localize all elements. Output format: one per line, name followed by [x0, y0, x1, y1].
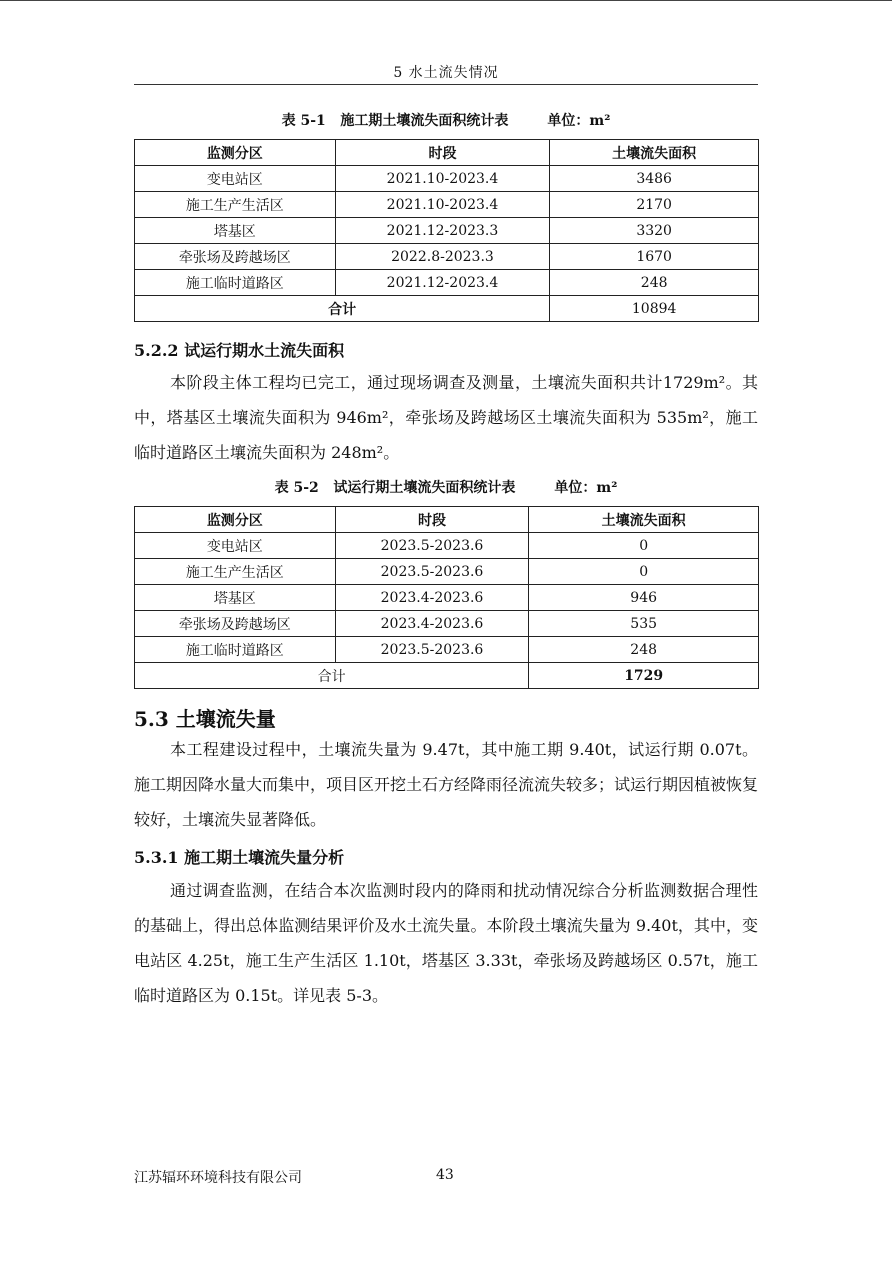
- column-header: 监测分区: [135, 140, 336, 166]
- footer-company: 江苏辐环环境科技有限公司: [134, 1170, 302, 1186]
- table-row: [135, 585, 759, 611]
- table-total-row: [135, 663, 759, 689]
- table-5-2: [134, 506, 759, 689]
- table-row: [135, 559, 759, 585]
- table-cell: 2023.4-2023.6: [335, 585, 529, 611]
- column-header: 时段: [335, 507, 529, 533]
- section-5-2-2-heading: 5.2.2 试运行期水土流失面积: [134, 341, 345, 360]
- table-cell: 施工临时道路区: [135, 637, 336, 663]
- table-cell: 施工生产生活区: [135, 192, 336, 218]
- total-value: 10894: [550, 296, 759, 322]
- table-cell: 2023.5-2023.6: [335, 533, 529, 559]
- table-cell: 248: [550, 270, 759, 296]
- table-cell: 施工临时道路区: [135, 270, 336, 296]
- table-cell: 塔基区: [135, 218, 336, 244]
- table-cell: 2023.5-2023.6: [335, 637, 529, 663]
- table-cell: 2021.12-2023.4: [335, 270, 550, 296]
- table-row: [135, 533, 759, 559]
- table-cell: 0: [529, 533, 759, 559]
- table-cell: 变电站区: [135, 533, 336, 559]
- section-5-3-1-paragraph: 通过调查监测，在结合本次监测时段内的降雨和扰动情况综合分析监测数据合理性的基础上，得出总体监测结果评价及水土流失量。本阶段土壤流失量为 9.40t，其中，变电站区 4.25t，施工生产生活区 1.10t，塔基区 3.33t，牵张场及跨越场区 0.57t，施工临时道路区为 0.15t。详见表 5-3。: [134, 881, 758, 1005]
- table-row: [135, 244, 759, 270]
- table-cell: 塔基区: [135, 585, 336, 611]
- table-cell: 牵张场及跨越场区: [135, 244, 336, 270]
- table-row: [135, 637, 759, 663]
- table-cell: 946: [529, 585, 759, 611]
- table-cell: 3320: [550, 218, 759, 244]
- table-row: [135, 218, 759, 244]
- page-number: 43: [436, 1167, 454, 1183]
- section-5-3-1-heading: 5.3.1 施工期土壤流失量分析: [134, 848, 345, 867]
- table-cell: 2021.10-2023.4: [335, 166, 550, 192]
- column-header: 监测分区: [135, 507, 336, 533]
- table-5-2-caption: 表 5-2 试运行期土壤流失面积统计表 单位：m²: [274, 480, 618, 496]
- table-row: [135, 270, 759, 296]
- table-5-1: [134, 139, 759, 322]
- table-cell: 2023.5-2023.6: [335, 559, 529, 585]
- total-label: 合计: [135, 296, 550, 322]
- table-5-1-caption: 表 5-1 施工期土壤流失面积统计表 单位：m²: [281, 113, 611, 129]
- table-cell: 2023.4-2023.6: [335, 611, 529, 637]
- table-cell: 牵张场及跨越场区: [135, 611, 336, 637]
- table-row: [135, 192, 759, 218]
- table-cell: 变电站区: [135, 166, 336, 192]
- table-cell: 2022.8-2023.3: [335, 244, 550, 270]
- total-value: 1729: [529, 663, 759, 689]
- section-5-3-paragraph: 本工程建设过程中，土壤流失量为 9.47t，其中施工期 9.40t，试运行期 0.07t。施工期因降水量大而集中，项目区开挖土石方经降雨径流流失较多；试运行期因植被恢复较好，土壤流失显著降低。: [134, 740, 759, 829]
- total-label: 合计: [135, 663, 529, 689]
- table-cell: 2021.10-2023.4: [335, 192, 550, 218]
- column-header: 土壤流失面积: [529, 507, 759, 533]
- section-5-3-heading: 5.3 土壤流失量: [134, 707, 276, 731]
- section-5-2-2-paragraph: 本阶段主体工程均已完工，通过现场调查及测量，土壤流失面积共计1729m²。其中，塔基区土壤流失面积为 946m²，牵张场及跨越场区土壤流失面积为 535m²，施工临时道路区土壤流失面积为 248m²。: [134, 373, 758, 462]
- table-row: [135, 611, 759, 637]
- table-cell: 535: [529, 611, 759, 637]
- table-cell: 施工生产生活区: [135, 559, 336, 585]
- table-cell: 2170: [550, 192, 759, 218]
- header-rule: [134, 84, 758, 85]
- table-header-row: [135, 507, 759, 533]
- table-cell: 0: [529, 559, 759, 585]
- table-total-row: [135, 296, 759, 322]
- table-row: [135, 166, 759, 192]
- table-header-row: [135, 140, 759, 166]
- table-cell: 248: [529, 637, 759, 663]
- running-header: 5 水土流失情况: [393, 65, 499, 81]
- table-cell: 2021.12-2023.3: [335, 218, 550, 244]
- top-border: [0, 0, 892, 1]
- column-header: 时段: [335, 140, 550, 166]
- table-cell: 3486: [550, 166, 759, 192]
- column-header: 土壤流失面积: [550, 140, 759, 166]
- table-cell: 1670: [550, 244, 759, 270]
